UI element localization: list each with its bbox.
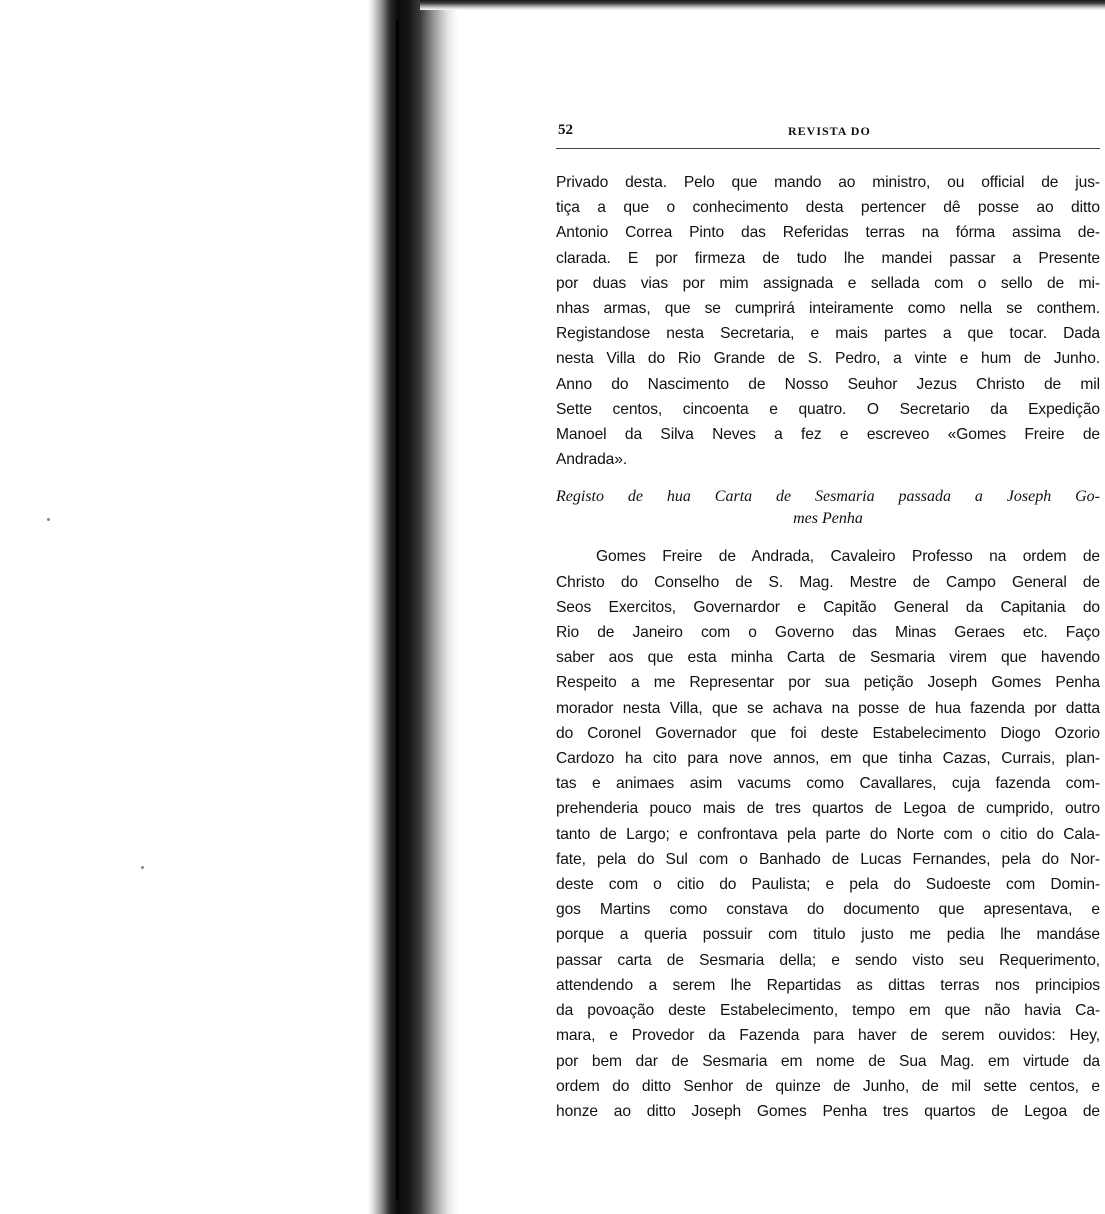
book-page bbox=[556, 118, 1100, 1124]
text-line: Anno do Nascimento de Nosso Seuhor Jezus Christo de mil bbox=[556, 375, 1100, 393]
page-header bbox=[556, 118, 1100, 148]
text-line: deste com o citio do Paulista; e pela do Sudoeste com Domin- bbox=[556, 876, 1100, 894]
text-line: tas e animaes asim vacums como Cavallares, cuja fazenda com- bbox=[556, 775, 1100, 793]
text-line: tiça a que o conhecimento desta pertencer dê posse ao ditto bbox=[556, 199, 1100, 217]
text-line: da povoação deste Estabelecimento, tempo em que não havia Ca- bbox=[556, 1002, 1100, 1020]
text-line: attendendo a serem lhe Repartidas as dittas terras nos principios bbox=[556, 976, 1100, 994]
page-top-edge bbox=[420, 0, 1105, 10]
text-line: tanto de Largo; e confrontava pela parte do Norte com o citio do Cala- bbox=[556, 825, 1100, 843]
text-line: morador nesta Villa, que se achava na posse de hua fazenda por datta bbox=[556, 699, 1100, 717]
section-heading bbox=[556, 486, 1100, 530]
text-line: fate, pela do Sul com o Banhado de Lucas Fernandes, pela do Nor- bbox=[556, 850, 1100, 868]
text-line: Christo do Conselho de S. Mag. Mestre de Campo General de bbox=[556, 573, 1100, 591]
text-line: nesta Villa do Rio Grande de S. Pedro, a vinte e hum de Junho. bbox=[556, 350, 1100, 368]
text-line: Cardozo ha cito para nove annos, em que tinha Cazas, Currais, plan- bbox=[556, 750, 1100, 768]
text-line: gos Martins como constava do documento que apresentava, e bbox=[556, 901, 1100, 919]
text-line: porque a queria possuir com titulo justo me pedia lhe mandáse bbox=[556, 926, 1100, 944]
text-line: nhas armas, que se cumprirá inteiramente como nella se conthem. bbox=[556, 300, 1100, 318]
text-line: saber aos que esta minha Carta de Sesmaria virem que havendo bbox=[556, 649, 1100, 667]
running-head: REVISTA DO bbox=[788, 124, 871, 138]
text-line: por bem dar de Sesmaria em nome de Sua Mag. em virtude da bbox=[556, 1052, 1100, 1070]
page-number: 52 bbox=[558, 122, 573, 138]
text-line: honze ao ditto Joseph Gomes Penha tres quartos de Legoa de bbox=[556, 1102, 1100, 1120]
text-line: por duas vias por mim assignada e sellada com o sello de mi- bbox=[556, 274, 1100, 292]
book-spine bbox=[368, 0, 458, 1214]
text-line: Andrada». bbox=[556, 451, 628, 469]
text-line: mara, e Provedor da Fazenda para haver de serem ouvidos: Hey, bbox=[556, 1027, 1100, 1045]
spine-edge-line bbox=[404, 8, 406, 1208]
text-line: clarada. E por firmeza de tudo lhe mandei passar a Presente bbox=[556, 249, 1100, 267]
text-line: Antonio Correa Pinto das Referidas terras na fórma assima de- bbox=[556, 224, 1100, 242]
scan-speck bbox=[47, 518, 50, 521]
text-line: Manoel da Silva Neves a fez e escreveo «Gomes Freire de bbox=[556, 426, 1100, 444]
text-line: Rio de Janeiro com o Governo das Minas Geraes etc. Faço bbox=[556, 624, 1100, 642]
text-line: Respeito a me Representar por sua petição Joseph Gomes Penha bbox=[556, 674, 1100, 692]
text-line: Gomes Freire de Andrada, Cavaleiro Professo na ordem de bbox=[596, 548, 1100, 566]
scan-speck bbox=[141, 866, 144, 869]
text-line: Seos Exercitos, Governardor e Capitão General da Capitania do bbox=[556, 598, 1100, 616]
paragraph-1 bbox=[556, 170, 1100, 472]
header-rule bbox=[556, 148, 1100, 149]
text-line: do Coronel Governador que foi deste Estabelecimento Diogo Ozorio bbox=[556, 724, 1100, 742]
text-line: Registandose nesta Secretaria, e mais partes a que tocar. Dada bbox=[556, 325, 1100, 343]
heading-line: Registo de hua Carta de Sesmaria passada a Joseph Go- bbox=[556, 488, 1100, 506]
text-line: prehenderia pouco mais de tres quartos de Legoa de cumprido, outro bbox=[556, 800, 1100, 818]
spine-edge-line bbox=[396, 20, 399, 1200]
text-line: Privado desta. Pelo que mando ao ministro, ou official de jus- bbox=[556, 174, 1100, 191]
heading-line: mes Penha bbox=[793, 510, 863, 528]
text-line: passar carta de Sesmaria della; e sendo visto seu Requerimento, bbox=[556, 951, 1100, 969]
paragraph-2 bbox=[556, 544, 1100, 1124]
text-line: ordem do ditto Senhor de quinze de Junho, de mil sette centos, e bbox=[556, 1077, 1100, 1095]
text-line: Sette centos, cincoenta e quatro. O Secretario da Expedição bbox=[556, 400, 1100, 418]
